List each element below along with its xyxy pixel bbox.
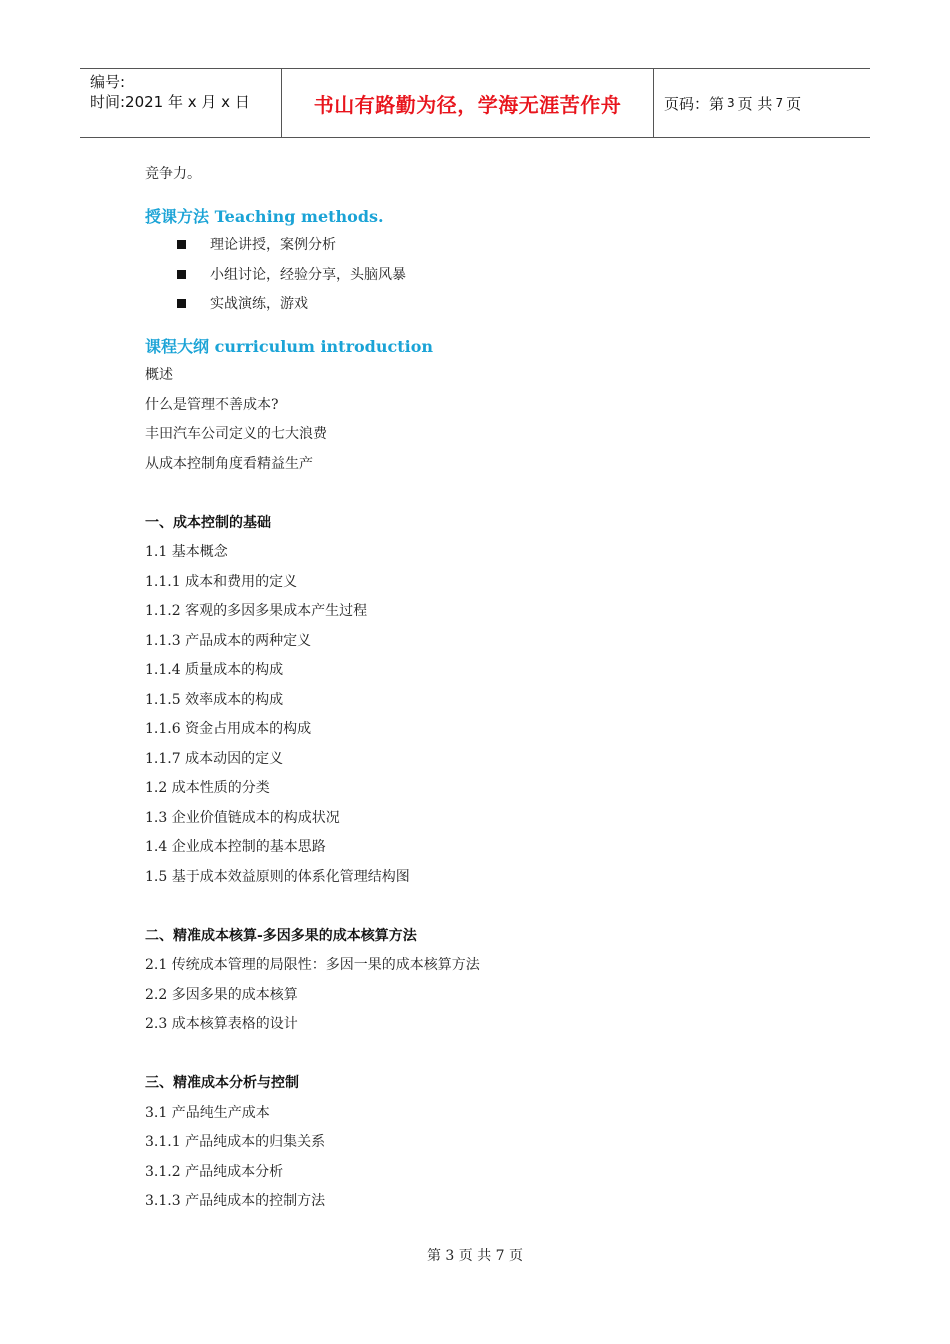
header-meta (80, 69, 282, 137)
overview-item: 从成本控制角度看精益生产 (145, 455, 313, 472)
page-suffix: 页 (786, 94, 802, 113)
outline-item: 3.1.3 产品纯成本的控制方法 (145, 1193, 326, 1209)
section-title: 二、精准成本核算-多因多果的成本核算方法 (145, 927, 417, 944)
teaching-item-text: 小组讨论，经验分享，头脑风暴 (210, 266, 406, 283)
outline-item: 1.4 企业成本控制的基本思路 (145, 839, 326, 855)
intro-tail: 竞争力。 (145, 166, 201, 182)
outline-item: 1.3 企业价值链成本的构成状况 (145, 809, 340, 826)
header-page-number (654, 69, 870, 137)
outline-item: 2.2 多因多果的成本核算 (145, 986, 298, 1003)
outline-item: 1.1.6 资金占用成本的构成 (145, 721, 312, 737)
outline-item: 1.1.7 成本动因的定义 (145, 750, 284, 767)
outline-item: 1.1.3 产品成本的两种定义 (145, 632, 312, 649)
outline-item: 1.5 基于成本效益原则的体系化管理结构图 (145, 868, 410, 885)
outline-item: 3.1.1 产品纯成本的归集关系 (145, 1134, 326, 1150)
page-footer: 第 3 页 共 7 页 (426, 1248, 524, 1264)
page-current: 3 (727, 96, 735, 110)
page-prefix: 页码：第 (664, 94, 725, 113)
outline-item: 1.2 成本性质的分类 (145, 780, 270, 796)
outline-item: 1.1.1 成本和费用的定义 (145, 573, 298, 590)
teaching-item (145, 261, 845, 291)
outline-item: 1.1.5 效率成本的构成 (145, 691, 284, 708)
document-id-label: 编号: (90, 73, 126, 91)
teaching-item-text: 理论讲授，案例分析 (210, 237, 336, 253)
page-mid: 页 共 (737, 94, 773, 113)
overview-item: 概述 (145, 367, 173, 383)
outline-item: 3.1 产品纯生产成本 (145, 1104, 270, 1121)
outline-item: 1.1.4 质量成本的构成 (145, 662, 284, 678)
outline-item: 2.3 成本核算表格的设计 (145, 1016, 298, 1032)
bullet-square-icon (177, 299, 186, 308)
teaching-methods-heading: 授课方法 Teaching methods. (145, 206, 384, 226)
overview-item: 丰田汽车公司定义的七大浪费 (145, 426, 327, 442)
document-body (145, 160, 845, 1217)
section-title: 一、成本控制的基础 (145, 514, 271, 531)
overview-item: 什么是管理不善成本? (145, 396, 279, 413)
outline-item: 1.1.2 客观的多因多果成本产生过程 (145, 603, 368, 619)
header-motto-cell (282, 69, 654, 137)
page-total: 7 (775, 96, 784, 110)
bullet-square-icon (177, 240, 186, 249)
curriculum-heading: 课程大纲 curriculum introduction (145, 336, 434, 356)
outline-item: 3.1.2 产品纯成本分析 (145, 1163, 284, 1180)
outline-item: 2.1 传统成本管理的局限性：多因一果的成本核算方法 (145, 957, 480, 973)
document-date: 时间:2021 年 x 月 x 日 (90, 93, 250, 111)
page-header (80, 68, 870, 138)
bullet-square-icon (177, 270, 186, 279)
teaching-item (145, 290, 845, 320)
motto: 书山有路勤为径，学海无涯苦作舟 (313, 92, 622, 117)
teaching-item (145, 231, 845, 261)
teaching-item-text: 实战演练，游戏 (210, 296, 308, 312)
section-title: 三、精准成本分析与控制 (145, 1075, 299, 1091)
outline-item: 1.1 基本概念 (145, 544, 228, 560)
